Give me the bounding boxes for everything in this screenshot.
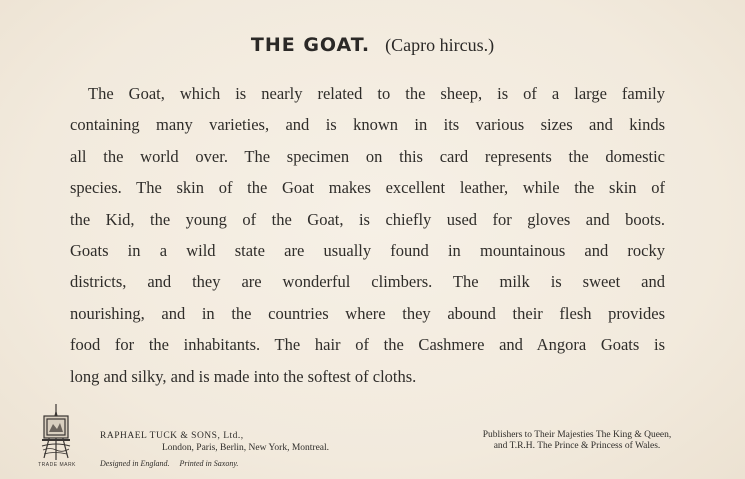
royal-warrant-line-2: and T.R.H. The Prince & Princess of Wales.	[493, 441, 661, 451]
publisher-cities: London, Paris, Berlin, New York, Montreal.	[162, 443, 330, 453]
origin-note	[100, 458, 329, 470]
latin-name: (Capro hircus.)	[385, 35, 495, 55]
text-line: long and silky, and is made into the softest of cloths.	[70, 366, 417, 386]
text-line: The Goat, which is nearly related to the sheep, is of a large family	[88, 84, 665, 103]
royal-warrant-line-1: Publishers to Their Majesties The King & Queen,	[482, 430, 672, 440]
card-title: THE GOAT.	[250, 34, 371, 56]
text-line: Goats in a wild state are usually found in mountainous and rocky	[70, 240, 665, 260]
royal-warrant	[457, 430, 697, 452]
description-text	[70, 78, 665, 392]
text-line: all the world over. The specimen on this card represents the domestic	[70, 146, 665, 166]
publisher-name: RAPHAEL TUCK & SONS, Ltd.,	[100, 431, 244, 441]
designed-note: Designed in England.	[100, 459, 170, 468]
printed-note: Printed in Saxony.	[179, 459, 239, 468]
text-line: districts, and they are wonderful climbers. The milk is sweet and	[70, 272, 665, 292]
text-line: containing many varieties, and is known in its various sizes and kinds	[70, 115, 665, 135]
card-heading	[0, 34, 745, 56]
easel-trademark-icon	[36, 402, 76, 464]
text-line: food for the inhabitants. The hair of the Cashmere and Angora Goats is	[70, 335, 665, 355]
text-line: the Kid, the young of the Goat, is chiefly used for gloves and boots.	[70, 209, 665, 229]
text-line: nourishing, and in the countries where they abound their flesh provides	[70, 303, 665, 323]
publisher-imprint	[100, 430, 329, 470]
text-line: species. The skin of the Goat makes excellent leather, while the skin of	[70, 178, 665, 198]
trade-mark-label: TRADE MARK	[38, 462, 76, 468]
